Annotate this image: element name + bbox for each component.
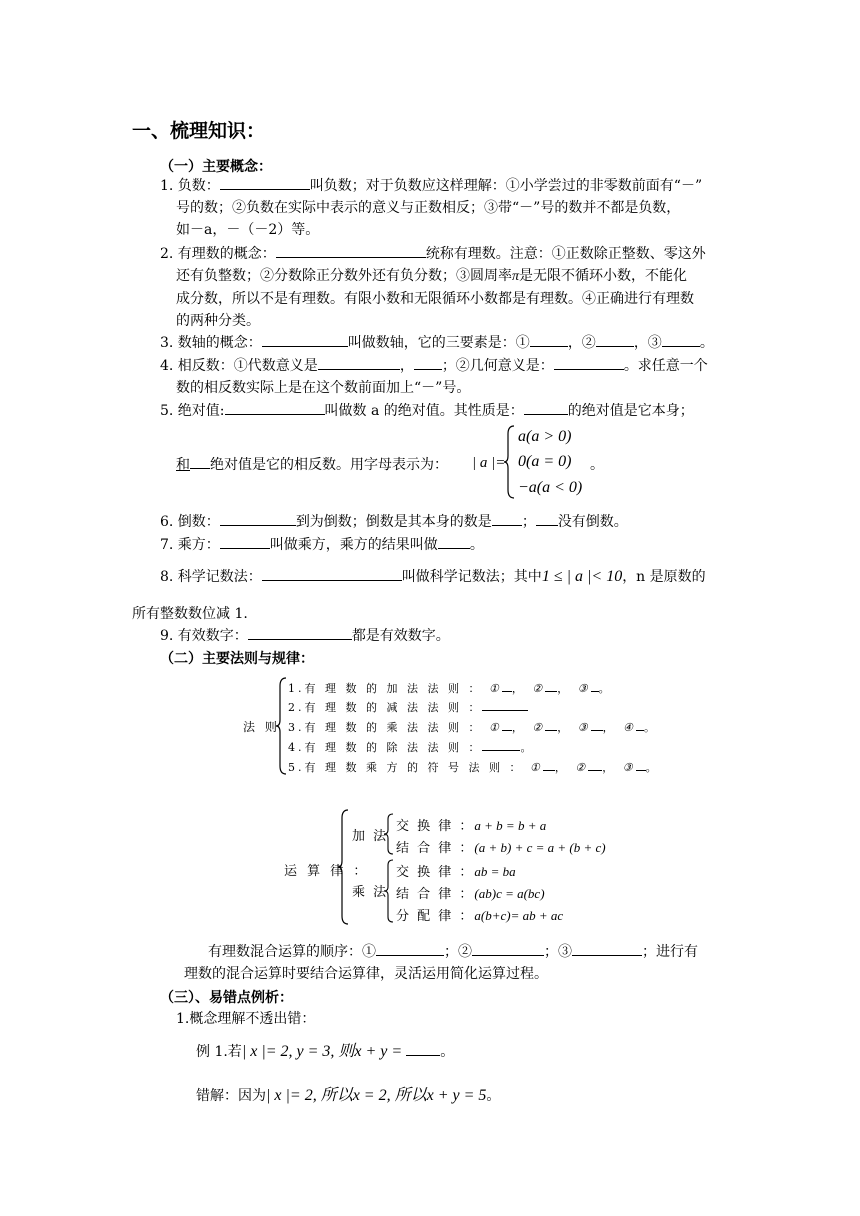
wrong-solution: 错解：因为| x |= 2, 所以x = 2, 所以x + y = 5。 xyxy=(196,1087,501,1104)
add-associative: 结 合 律 ：(a + b) + c = a + (b + c) xyxy=(396,840,606,856)
laws-label: 运 算 律 ： xyxy=(284,864,370,879)
item2-line1: 2. 有理数的概念： 统称有理数。注意：①正数除正整数、零这外 xyxy=(160,243,706,265)
rules-label: 法 则 xyxy=(243,720,280,734)
item5-end: 。 xyxy=(590,457,604,473)
mul-associative: 结 合 律 ：(ab)c = a(bc) xyxy=(396,886,545,902)
case-zero: 0(a = 0) xyxy=(518,453,572,470)
mul-commutative: 交 换 律 ：ab = ba xyxy=(396,864,516,880)
mul-distributive: 分 配 律 ：a(b+c)= ab + ac xyxy=(396,908,564,924)
rules-brace xyxy=(276,676,288,776)
item3: 3. 数轴的概念： 叫做数轴，它的三要素是：① ，② ，③ 。 xyxy=(160,332,714,354)
item5-line2: 和 绝对值是它的相反数。用字母表示为： xyxy=(176,454,448,476)
item7: 7. 乘方： 叫做乘方，乘方的结果叫做 。 xyxy=(160,534,484,556)
example-1: 例 1.若| x |= 2, y = 3, 则x + y = 。 xyxy=(196,1043,455,1060)
rule-divide: 4.有 理 数 的 除 法 法 则 ： 。 xyxy=(288,741,535,754)
rule-power-sign: 5.有 理 数 乘 方 的 符 号 法 则 ： ① ， ② ， ③ 。 xyxy=(288,761,660,774)
mul-label: 乘 法 xyxy=(352,885,389,900)
concepts-heading: （一）主要概念： xyxy=(160,159,272,175)
rules-heading: （二）主要法则与规律： xyxy=(160,651,314,667)
piecewise-brace xyxy=(504,424,516,500)
add-brace xyxy=(384,813,394,855)
errors-heading: （三）、易错点例析： xyxy=(160,990,293,1006)
case-negative: −a(a < 0) xyxy=(518,479,583,496)
item2-line2: 还有负整数；②分数除正分数外还有负分数；③圆周率π是无限不循环小数，不能化 xyxy=(176,268,688,284)
item9: 9. 有效数字： 都是有效数字。 xyxy=(160,625,450,647)
rule-subtract: 2.有 理 数 的 减 法 法 则 ： xyxy=(288,699,528,715)
errors-sub1: 1.概念理解不透出错： xyxy=(176,1011,316,1027)
rule-multiply: 3.有 理 数 的 乘 法 法 则 ： ① ， ② ， ③ ， ④ 。 xyxy=(288,721,658,734)
item6: 6. 倒数： 到为倒数；倒数是其本身的数是 ； 没有倒数。 xyxy=(160,511,628,533)
item2-line4: 的两种分类。 xyxy=(176,313,260,329)
case-positive: a(a > 0) xyxy=(518,428,572,445)
section-title: 一、梳理知识： xyxy=(132,120,266,142)
add-label: 加 法 xyxy=(352,829,389,844)
item4-line1: 4. 相反数：①代数意义是 ， ；②几何意义是： 。求任意一个 xyxy=(160,355,708,377)
laws-brace xyxy=(338,808,350,926)
order-line2: 理数的混合运算时要结合运算律，灵活运用简化运算过程。 xyxy=(184,966,548,982)
item1-line1: 1. 负数： 叫负数；对于负数应这样理解：①小学尝过的非零数前面有“－” xyxy=(160,175,702,197)
item1-line3: 如－a，－（－2）等。 xyxy=(176,222,320,238)
item5-line1: 5. 绝对值: 叫做数 a 的绝对值。其性质是： 的绝对值是它本身； xyxy=(160,400,694,422)
item2-line3: 成分数，所以不是有理数。有限小数和无限循环小数都是有理数。④正确进行有理数 xyxy=(176,291,694,307)
mul-brace xyxy=(384,859,394,923)
item8-line2: 所有整数数位减 1. xyxy=(132,606,248,622)
add-commutative: 交 换 律 ：a + b = b + a xyxy=(396,818,547,834)
item1-line2: 号的数；②负数在实际中表示的意义与正数相反；③带“－”号的数并不都是负数， xyxy=(176,200,681,216)
abs-lhs: | a |= xyxy=(472,455,506,471)
item8-line1: 8. 科学记数法： 叫做科学记数法；其中1 ≤ | a |< 10，n 是原数的 xyxy=(160,568,706,585)
order-line1: 有理数混合运算的顺序：① ；② ；③ ；进行有 xyxy=(208,941,698,963)
item4-line2: 数的相反数实际上是在这个数前面加上“－”号。 xyxy=(176,380,471,396)
rule-add: 1.有 理 数 的 加 法 法 则 ： ① ， ② ， ③ 。 xyxy=(288,682,613,695)
